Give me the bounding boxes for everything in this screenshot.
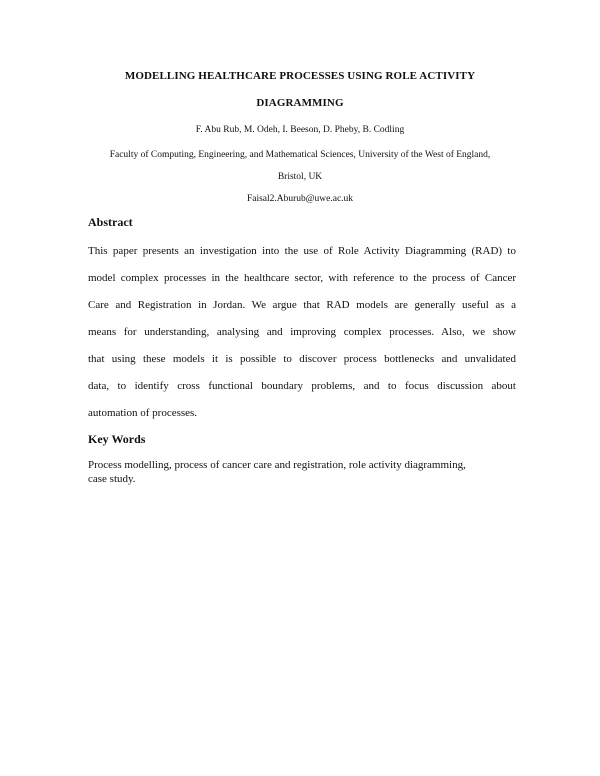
keywords-body (88, 458, 516, 486)
paper-title-line-2: DIAGRAMMING (256, 97, 344, 109)
abstract-line: automation of processes. (88, 407, 198, 419)
keywords-heading: Key Words (88, 432, 146, 446)
abstract-body (88, 238, 516, 427)
abstract-line: means for understanding, analysing and improving complex processes. Also, we show (88, 326, 516, 338)
keywords-line: Process modelling, process of cancer care and registration, role activity diagramming, (88, 459, 466, 471)
affiliation-line-1: Faculty of Computing, Engineering, and Mathematical Sciences, University of the West of England, (109, 150, 491, 160)
abstract-line: model complex processes in the healthcare sector, with reference to the process of Cancer (88, 272, 516, 284)
abstract-line: data, to identify cross functional boundary problems, and to focus discussion about (88, 380, 516, 392)
abstract-line: This paper presents an investigation into the use of Role Activity Diagramming (RAD) to (88, 245, 516, 257)
keywords-line: case study. (88, 473, 136, 485)
author-email: Faisal2.Aburub@uwe.ac.uk (246, 194, 354, 204)
author-list: F. Abu Rub, M. Odeh, I. Beeson, D. Pheby, B. Codling (195, 125, 405, 135)
affiliation-line-2: Bristol, UK (277, 172, 323, 182)
abstract-line: that using these models it is possible to discover process bottlenecks and unvalidated (88, 353, 516, 365)
abstract-heading: Abstract (88, 215, 133, 229)
paper-title-line-1: MODELLING HEALTHCARE PROCESSES USING ROLE ACTIVITY (124, 70, 476, 82)
abstract-line: Care and Registration in Jordan. We argue that RAD models are generally useful as a (88, 299, 516, 311)
